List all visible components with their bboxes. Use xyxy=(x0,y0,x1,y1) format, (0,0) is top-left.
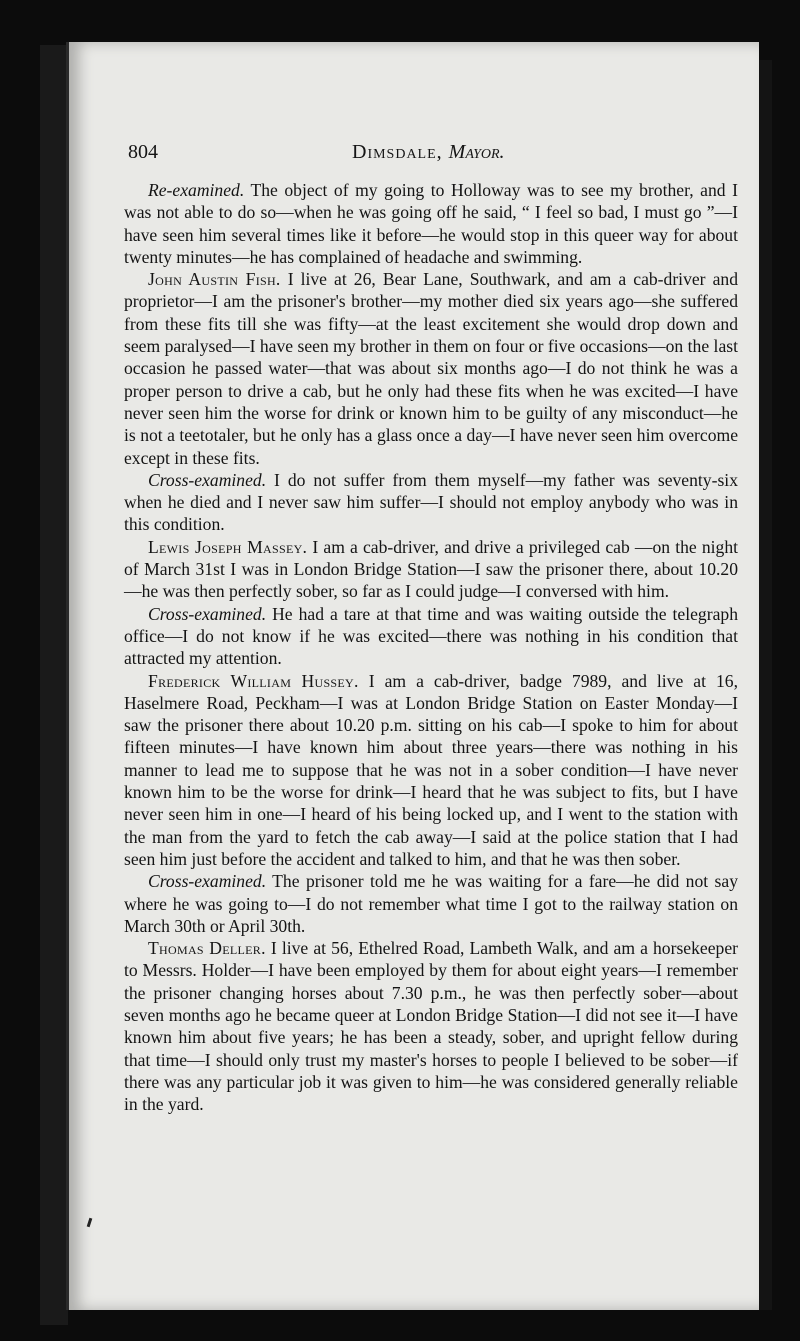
paragraph-frederick-william-hussey xyxy=(124,670,738,871)
paragraph-cross-examined-2 xyxy=(124,603,738,670)
paragraph-cross-examined-1 xyxy=(124,469,738,536)
witness-name: Lewis Joseph Massey. xyxy=(148,536,308,557)
paragraph-john-austin-fish xyxy=(124,268,738,469)
running-title xyxy=(352,141,505,164)
paragraph-text: I live at 56, Ethelred Road, Lambeth Walk, and am a horsekeeper to Messrs. Holder—I have been employed by them for about eight years—I remember the prisoner changing horses about 7.30 p.m., he was then perfectly sober—about seven months ago he became queer at London Bridge Station—I did not see it—I have known him about five years; he has been a steady, sober, and upright fellow during that time—I should only trust my master's horses to people I believed to be sober—if there was any particular job it was given to him—he was considered generally reliable in the yard. xyxy=(124,938,738,1115)
paragraph-re-examined xyxy=(124,179,738,268)
running-title-name: Dimsdale, xyxy=(352,141,443,163)
paragraph-text: I do not suffer from them myself—my father was seventy-six when he died and I never saw him suffer—I should not employ anybody who was in this condition. xyxy=(124,469,738,535)
witness-name: Frederick William Hussey. xyxy=(148,670,359,691)
paragraph-text: The prisoner told me he was waiting for a fare—he did not say where he was going to—I do not remember what time I got to the railway station on March 30th or April 30th. xyxy=(124,871,738,936)
paragraph-lead: Cross-examined. xyxy=(148,603,267,624)
paragraph-lewis-joseph-massey xyxy=(124,536,738,603)
paragraph-text: The object of my going to Holloway was to see my brother, and I was not able to do so—when he was going off he said, “ I feel so bad, I must go ”—I have seen him several times like it before—he would stop in this queer way for about twenty minutes—he has complained of headache and swimming. xyxy=(124,180,738,267)
running-head xyxy=(128,141,738,169)
paragraph-text: I am a cab-driver, and drive a privileged cab —on the night of March 31st I was in London Bridge Station—I saw the prisoner there, about 10.20—he was then perfectly sober, so far as I could judge—I conversed with him. xyxy=(124,536,739,602)
paragraph-lead: Cross-examined. xyxy=(148,871,267,892)
paragraph-cross-examined-3 xyxy=(124,870,738,937)
running-title-role: Mayor. xyxy=(448,141,505,163)
witness-name: Thomas Deller. xyxy=(148,938,266,959)
witness-name: John Austin Fish. xyxy=(148,269,281,290)
page-number: 804 xyxy=(128,141,158,163)
paragraph-text: I live at 26, Bear Lane, Southwark, and am a cab-driver and proprietor—I am the prisoner's brother—my mother died six years ago—she suffered from these fits till she was fifty—at the least excitement she would drop down and seem paralysed—I have seen my brother in them on four or five occasions—on the last occasion he passed water—that was about six months ago—I do not think he was a proper person to drive a cab, but he only had these fits when he was excited—I have never seen him the worse for drink or known him to be guilty of any misconduct—he is not a teetotaler, but he only has a glass once a day—I have never seen him overcome except in these fits. xyxy=(124,269,738,468)
paragraph-lead: Re-examined. xyxy=(148,180,245,200)
paragraph-lead: Cross-examined. xyxy=(148,469,267,490)
page-body xyxy=(124,179,738,1115)
book-binding xyxy=(40,45,68,1325)
paragraph-text: He had a tare at that time and was waiting outside the telegraph office—I do not know if he was excited—there was nothing in his condition that attracted my attention. xyxy=(124,603,738,669)
paragraph-thomas-deller xyxy=(124,937,738,1115)
paragraph-text: I am a cab-driver, badge 7989, and live at 16, Haselmere Road, Peckham—I was at London Bridge Station on Easter Monday—I saw the prisoner there about 10.20 p.m. sitting on his cab—I spoke to him for about fifteen minutes—I have known him about three years—there was nothing in his manner to lead me to suppose that he was not in a sober condition—I have never known him to be the worse for drink—I heard that he was subject to fits, but I have never seen him in one—I heard of his being locked up, and I went to the station with the man from the yard to fetch the cab away—I said at the police station that I had seen him just before the accident and talked to him, and that he was then sober. xyxy=(124,670,738,869)
